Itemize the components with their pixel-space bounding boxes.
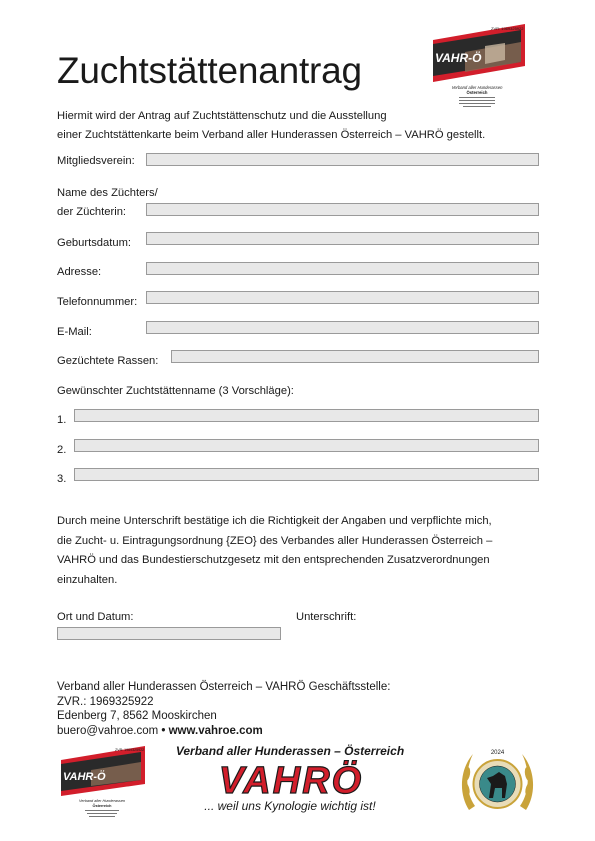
label-vorschlag-2: 2. — [57, 444, 67, 456]
label-adresse: Adresse: — [57, 266, 102, 278]
footer-email[interactable]: buero@vahroe.com — [57, 724, 159, 737]
footer-web[interactable]: www.vahroe.com — [168, 724, 263, 737]
label-vorschlag-1: 1. — [57, 414, 67, 426]
footer-street: Edenberg 7, 8562 Mooskirchen — [57, 710, 217, 722]
intro-line-1: Hiermit wird der Antrag auf Zuchtstättenschutz und die Ausstellung — [57, 110, 387, 122]
svg-text:VAHRÖ: VAHRÖ — [218, 760, 364, 800]
svg-text:ZVR: 1969325922: ZVR: 1969325922 — [491, 26, 524, 31]
ort-datum-field[interactable] — [57, 627, 281, 640]
label-name-line1: Name des Züchters/ — [57, 187, 158, 199]
brand-tagline: Verband aller Hunderassen – Österreich — [175, 744, 405, 758]
declaration-line-2: die Zucht- u. Eintragungsordnung {ZEO} des Verbandes aller Hunderassen Österreich – — [57, 534, 493, 547]
footer-org: Verband aller Hunderassen Österreich – VAHRÖ Geschäftsstelle: — [57, 681, 391, 693]
label-zuchtstaettenname: Gewünschter Zuchtstättenname (3 Vorschläge): — [57, 385, 294, 397]
vahroe-logo-small — [55, 744, 150, 819]
svg-text:Österreich: Österreich — [466, 90, 488, 95]
svg-text:ZVR: 1969325922: ZVR: 1969325922 — [115, 748, 145, 752]
telefon-field[interactable] — [146, 291, 539, 304]
label-telefon: Telefonnummer: — [57, 296, 138, 308]
declaration-text — [57, 512, 537, 590]
footer-separator: • — [161, 724, 166, 737]
svg-text:Österreich: Österreich — [92, 804, 112, 808]
logo-text: VAHR-Ö — [435, 51, 482, 65]
svg-text:VAHR-Ö: VAHR-Ö — [63, 771, 106, 783]
declaration-line-1: Durch meine Unterschrift bestätige ich die Richtigkeit der Angaben und verpflichte mich, — [57, 515, 492, 527]
svg-text:Verband aller Hunderassen: Verband aller Hunderassen — [451, 85, 503, 90]
label-vorschlag-3: 3. — [57, 473, 67, 485]
svg-text:Verband aller Hunderassen: Verband aller Hunderassen — [78, 799, 126, 803]
label-name-line2: der Züchterin: — [57, 206, 127, 218]
name-field[interactable] — [146, 203, 539, 216]
label-geburtsdatum: Geburtsdatum: — [57, 237, 131, 249]
label-rassen: Gezüchtete Rassen: — [57, 355, 159, 367]
vorschlag-1-field[interactable] — [74, 409, 539, 422]
label-ort-datum: Ort und Datum: — [57, 611, 134, 623]
footer-zvr: ZVR.: 1969325922 — [57, 695, 154, 708]
page-title: Zuchtstättenantrag — [57, 50, 362, 91]
label-email: E-Mail: — [57, 326, 92, 338]
brand-slogan: ... weil uns Kynologie wichtig ist! — [204, 799, 376, 813]
declaration-line-3: VAHRÖ und das Bundestierschutzgesetz mit den entsprechenden Zusatzverordnungen — [57, 554, 490, 566]
label-mitgliedsverein: Mitgliedsverein: — [57, 155, 135, 167]
award-year: 2024 — [490, 750, 505, 756]
vahroe-logo — [425, 22, 530, 112]
footer-address — [57, 680, 390, 738]
footer-contact — [57, 724, 390, 739]
vorschlag-2-field[interactable] — [74, 439, 539, 452]
label-unterschrift: Unterschrift: — [296, 611, 357, 623]
vorschlag-3-field[interactable] — [74, 468, 539, 481]
email-field[interactable] — [146, 321, 539, 334]
intro-line-2: einer Zuchtstättenkarte beim Verband aller Hunderassen Österreich – VAHRÖ gestellt. — [57, 129, 486, 141]
rassen-field[interactable] — [171, 350, 539, 363]
brand-wordmark — [178, 760, 404, 800]
award-badge — [455, 740, 540, 825]
adresse-field[interactable] — [146, 262, 539, 275]
mitgliedsverein-field[interactable] — [146, 153, 539, 166]
geburtsdatum-field[interactable] — [146, 232, 539, 245]
declaration-line-4: einzuhalten. — [57, 573, 118, 586]
